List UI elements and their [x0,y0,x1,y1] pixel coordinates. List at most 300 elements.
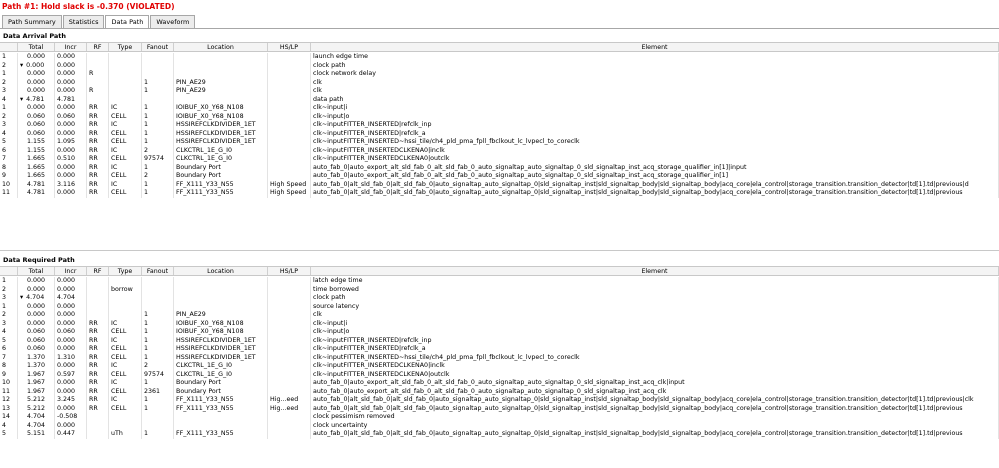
cell-total [18,286,55,295]
cell-type: IC [109,362,142,371]
cell-rf: RR [87,113,109,122]
row-index: 10 [0,379,18,388]
table-row[interactable] [0,79,999,88]
cell-hslp: High Speed [268,181,311,190]
table-row[interactable] [0,413,999,422]
total-value: 5.212 [27,404,46,412]
table-row[interactable] [0,53,999,62]
cell-hslp [268,121,311,130]
cell-hslp [268,345,311,354]
expand-chevron-icon[interactable]: ▾ [20,95,24,103]
row-index: 2 [0,286,18,295]
cell-incr: 0.000 [55,164,87,173]
cell-location: IOIBUF_X0_Y68_N108 [174,104,268,113]
cell-fanout: 1 [142,345,174,354]
cell-incr: 0.000 [55,303,87,312]
cell-location: HSSIREFCLKDIVIDER_1ET [174,138,268,147]
cell-location [174,277,268,286]
cell-rf: R [87,70,109,79]
row-index: 2 [0,62,18,71]
tab-statistics[interactable]: Statistics [63,15,105,28]
cell-incr: 0.060 [55,328,87,337]
cell-total [18,396,55,405]
cell-element: clk~inputFITTER_INSERTED~hssi_tile/ch4_pld_pma_fpll_fbclkout_lc_lvpecl_to_coreclk [311,354,999,363]
cell-rf [87,53,109,62]
cell-type: IC [109,164,142,173]
row-index: 6 [0,345,18,354]
cell-type: CELL [109,189,142,198]
table-row[interactable] [0,422,999,431]
column-header-incr[interactable]: Incr [55,267,87,275]
cell-location: CLKCTRL_1E_G_I0 [174,371,268,380]
cell-type: CELL [109,155,142,164]
cell-total [18,79,55,88]
cell-total [18,303,55,312]
total-value: 1.370 [27,362,46,369]
total-value: 0.000 [27,302,46,310]
cell-fanout [142,70,174,79]
cell-fanout: 1 [142,79,174,88]
cell-fanout: 1 [142,337,174,346]
row-index: 4 [0,422,18,431]
cell-hslp [268,422,311,431]
cell-fanout: 97574 [142,155,174,164]
table-row[interactable] [0,303,999,312]
row-index: 11 [0,388,18,397]
cell-total [18,371,55,380]
table-row[interactable] [0,311,999,320]
cell-hslp [268,320,311,329]
cell-location: CLKCTRL_1E_G_I0 [174,147,268,156]
total-value: 0.060 [27,112,46,120]
cell-incr: 0.000 [55,189,87,198]
cell-type [109,311,142,320]
cell-location: CLKCTRL_1E_G_I0 [174,362,268,371]
row-index: 5 [0,138,18,147]
cell-incr: 0.000 [55,130,87,139]
row-index: 2 [0,113,18,122]
cell-hslp [268,96,311,105]
cell-hslp [268,70,311,79]
total-value: 0.000 [27,70,46,77]
cell-rf: RR [87,337,109,346]
cell-element: clk~inputFITTER_INSERTEDCLKENA0|inclk [311,147,999,156]
cell-location: HSSIREFCLKDIVIDER_1ET [174,130,268,139]
cell-element: clk~inputFITTER_INSERTED~hssi_tile/ch4_pld_pma_fpll_fbclkout_lc_lvpecl_to_coreclk [311,138,999,147]
cell-element: auto_fab_0|auto_export_alt_sld_fab_0_alt_sld_fab_0_auto_signaltap_auto_signaltap_0_sld_signaltap_inst_acq_storage_qualifier_in[1] [311,172,999,181]
cell-fanout: 97574 [142,371,174,380]
total-value: 1.967 [27,379,46,386]
cell-element: clk~inputFITTER_INSERTED|refclk_a [311,345,999,354]
total-value: 0.000 [27,53,46,60]
cell-element: auto_fab_0|alt_sld_fab_0|alt_sld_fab_0|auto_signaltap_auto_signaltap_0|sld_signaltap_inst|sld_signaltap_body|sld_signaltap_body|acq_core|ela_control|storage_transition.transition_detector|td[1].td|previous [311,189,999,198]
table-row[interactable] [0,337,999,346]
cell-element: auto_fab_0|alt_sld_fab_0|alt_sld_fab_0|auto_signaltap_auto_signaltap_0|sld_signaltap_inst|sld_signaltap_body|sld_signaltap_body|acq_core|ela_control|storage_transition.transition_detector|td[1].td|previous|d [311,181,999,190]
cell-element: auto_fab_0|alt_sld_fab_0|alt_sld_fab_0|auto_signaltap_auto_signaltap_0|sld_signaltap_inst|sld_signaltap_body|sld_signaltap_body|acq_core|ela_control|storage_transition.transition_detector|td[1].td|previous|clk [311,396,999,405]
table-row[interactable] [0,70,999,79]
cell-hslp [268,155,311,164]
cell-total [18,70,55,79]
cell-location: FF_X111_Y33_N55 [174,181,268,190]
cell-type: CELL [109,113,142,122]
required-section-title: Data Required Path [3,256,75,264]
table-row[interactable] [0,104,999,113]
total-value: 0.000 [27,104,46,111]
cell-incr: 0.000 [55,62,87,71]
cell-total [18,294,55,303]
row-index: 7 [0,354,18,363]
cell-incr: 0.000 [55,362,87,371]
cell-location [174,286,268,295]
cell-total [18,87,55,96]
column-header-idx[interactable] [0,43,18,51]
cell-location: Boundary Port [174,172,268,181]
tab-bar [2,15,196,28]
table-row[interactable] [0,87,999,96]
cell-type: CELL [109,328,142,337]
total-value: 4.704 [27,421,46,429]
cell-hslp [268,354,311,363]
cell-type: CELL [109,405,142,414]
column-header-type[interactable]: Type [109,43,142,51]
total-value: 0.060 [27,336,46,344]
cell-fanout: 1 [142,164,174,173]
column-header-element[interactable]: Element [311,267,999,275]
cell-rf: RR [87,388,109,397]
cell-location: HSSIREFCLKDIVIDER_1ET [174,121,268,130]
cell-incr: 0.000 [55,172,87,181]
cell-total [18,311,55,320]
path-title: Path #1: Hold slack is -0.370 (VIOLATED) [2,2,175,11]
column-header-hslp[interactable]: HS/LP [268,267,311,275]
cell-rf [87,294,109,303]
cell-incr: 0.000 [55,422,87,431]
cell-type: CELL [109,138,142,147]
table-row[interactable] [0,371,999,380]
column-header-fanout[interactable]: Fanout [142,267,174,275]
cell-type [109,294,142,303]
cell-hslp: Hig...eed [268,396,311,405]
cell-element: clk [311,311,999,320]
cell-rf [87,286,109,295]
cell-incr: 0.597 [55,371,87,380]
cell-total [18,430,55,439]
total-value: 4.704 [27,413,46,420]
column-header-location[interactable]: Location [174,267,268,275]
cell-location: IOIBUF_X0_Y68_N108 [174,113,268,122]
cell-fanout: 1 [142,104,174,113]
cell-hslp [268,303,311,312]
table-row[interactable] [0,189,999,198]
cell-type [109,87,142,96]
total-value: 4.781 [27,180,46,188]
cell-location [174,422,268,431]
cell-incr: 0.000 [55,345,87,354]
cell-location [174,294,268,303]
cell-hslp [268,286,311,295]
cell-type: CELL [109,371,142,380]
cell-rf: RR [87,362,109,371]
total-value: 0.060 [27,129,46,137]
cell-type: CELL [109,172,142,181]
table-row[interactable] [0,62,999,71]
row-index: 6 [0,147,18,156]
cell-incr: 0.000 [55,405,87,414]
cell-hslp [268,371,311,380]
cell-hslp [268,388,311,397]
row-index: 4 [0,96,18,105]
row-index: 12 [0,396,18,405]
cell-element: data path [311,96,999,105]
table-row[interactable] [0,155,999,164]
cell-location [174,53,268,62]
row-index: 1 [0,53,18,62]
cell-type [109,79,142,88]
cell-fanout: 2 [142,172,174,181]
cell-element: clk~inputFITTER_INSERTED|refclk_inp [311,121,999,130]
cell-element: clock uncertainty [311,422,999,431]
cell-hslp [268,147,311,156]
row-index: 14 [0,413,18,422]
expand-chevron-icon[interactable]: ▾ [20,61,24,69]
table-row[interactable] [0,396,999,405]
cell-element: clk~inputFITTER_INSERTEDCLKENA0|outclk [311,155,999,164]
cell-element: source latency [311,303,999,312]
cell-fanout: 2 [142,147,174,156]
cell-hslp: High Speed [268,189,311,198]
cell-incr: 0.000 [55,337,87,346]
cell-fanout: 1 [142,189,174,198]
cell-fanout: 1 [142,113,174,122]
row-index: 1 [0,303,18,312]
cell-hslp [268,379,311,388]
cell-location: PIN_AE29 [174,87,268,96]
table-row[interactable] [0,121,999,130]
cell-location: IOIBUF_X0_Y68_N108 [174,328,268,337]
column-header-fanout[interactable]: Fanout [142,43,174,51]
expand-chevron-icon[interactable]: ▾ [20,294,24,301]
cell-type: CELL [109,345,142,354]
cell-fanout: 1 [142,379,174,388]
table-row[interactable] [0,354,999,363]
cell-element: auto_fab_0|auto_export_alt_sld_fab_0_alt_sld_fab_0_auto_signaltap_auto_signaltap_0_sld_signaltap_inst_acq_storage_qualifier_in[1]|input [311,164,999,173]
cell-fanout: 1 [142,354,174,363]
cell-total [18,328,55,337]
cell-incr: 0.000 [55,79,87,88]
cell-total [18,277,55,286]
cell-location: Boundary Port [174,164,268,173]
cell-hslp [268,172,311,181]
cell-total [18,121,55,130]
table-row[interactable] [0,294,999,303]
table-row[interactable] [0,328,999,337]
cell-incr: -0.508 [55,413,87,422]
row-index: 11 [0,189,18,198]
cell-location [174,96,268,105]
column-header-hslp[interactable]: HS/LP [268,43,311,51]
cell-hslp [268,138,311,147]
row-index: 7 [0,155,18,164]
cell-total [18,164,55,173]
cell-element: clk~inputFITTER_INSERTED|refclk_a [311,130,999,139]
total-value: 0.000 [27,78,46,86]
cell-element: auto_fab_0|auto_export_alt_sld_fab_0_alt_sld_fab_0_auto_signaltap_auto_signaltap_0_sld_signaltap_inst_acq_clk|input [311,379,999,388]
column-header-incr[interactable]: Incr [55,43,87,51]
column-header-idx[interactable] [0,267,18,275]
cell-incr: 3.116 [55,181,87,190]
table-row[interactable] [0,147,999,156]
column-header-total[interactable]: Total [18,43,55,51]
cell-location: HSSIREFCLKDIVIDER_1ET [174,345,268,354]
total-value: 4.781 [27,189,46,196]
table-row[interactable] [0,113,999,122]
cell-total [18,337,55,346]
column-header-rf[interactable]: RF [87,43,109,51]
cell-total [18,388,55,397]
required-table-header [0,266,999,276]
total-value: 4.781 [26,95,45,103]
table-row[interactable] [0,96,999,105]
column-header-type[interactable]: Type [109,267,142,275]
row-index: 3 [0,320,18,329]
total-value: 0.000 [27,87,46,94]
table-row[interactable] [0,286,999,295]
cell-location [174,303,268,312]
table-row[interactable] [0,388,999,397]
cell-hslp [268,430,311,439]
cell-type: IC [109,181,142,190]
cell-element: auto_fab_0|auto_export_alt_sld_fab_0_alt_sld_fab_0_auto_signaltap_auto_signaltap_0_sld_signaltap_inst_acq_clk [311,388,999,397]
cell-fanout [142,96,174,105]
cell-rf: RR [87,371,109,380]
cell-incr: 0.000 [55,104,87,113]
total-value: 0.060 [27,345,46,352]
arrival-section-title: Data Arrival Path [3,32,67,40]
cell-element: auto_fab_0|alt_sld_fab_0|alt_sld_fab_0|auto_signaltap_auto_signaltap_0|sld_signaltap_inst|sld_signaltap_body|sld_signaltap_body|acq_core|ela_control|storage_transition.transition_detector|td[1].td|previous [311,430,999,439]
table-row[interactable] [0,362,999,371]
table-row[interactable] [0,138,999,147]
cell-fanout: 1 [142,87,174,96]
total-value: 5.212 [27,396,46,403]
table-row[interactable] [0,379,999,388]
table-row[interactable] [0,172,999,181]
total-value: 1.155 [27,146,46,154]
cell-element: clk~inputFITTER_INSERTEDCLKENA0|outclk [311,371,999,380]
cell-fanout [142,413,174,422]
cell-incr: 0.000 [55,379,87,388]
cell-incr: 0.000 [55,320,87,329]
total-value: 5.151 [27,430,46,437]
cell-fanout [142,62,174,71]
cell-total [18,53,55,62]
cell-location [174,413,268,422]
cell-rf: RR [87,379,109,388]
table-row[interactable] [0,277,999,286]
cell-fanout [142,286,174,295]
cell-element: clk~input|o [311,113,999,122]
table-row[interactable] [0,164,999,173]
tab-path-summary[interactable]: Path Summary [2,15,62,28]
cell-incr: 0.000 [55,286,87,295]
total-value: 0.000 [27,319,46,327]
cell-incr: 0.510 [55,155,87,164]
cell-total [18,422,55,431]
cell-total [18,138,55,147]
row-index: 10 [0,181,18,190]
cell-total [18,130,55,139]
tab-divider [0,28,999,29]
cell-total [18,405,55,414]
cell-incr: 4.704 [55,294,87,303]
cell-location: PIN_AE29 [174,311,268,320]
row-index: 4 [0,130,18,139]
column-header-rf[interactable]: RF [87,267,109,275]
cell-rf: RR [87,354,109,363]
cell-rf: RR [87,328,109,337]
cell-type: CELL [109,354,142,363]
cell-fanout: 1 [142,121,174,130]
cell-type: CELL [109,388,142,397]
total-value: 1.155 [27,138,46,145]
cell-element: latch edge time [311,277,999,286]
table-row[interactable] [0,130,999,139]
cell-rf: RR [87,396,109,405]
cell-rf [87,430,109,439]
column-header-location[interactable]: Location [174,43,268,51]
cell-total [18,155,55,164]
table-row[interactable] [0,345,999,354]
cell-hslp [268,79,311,88]
cell-element: time borrowed [311,286,999,295]
table-row[interactable] [0,181,999,190]
cell-incr: 0.000 [55,147,87,156]
cell-incr: 3.245 [55,396,87,405]
tab-waveform[interactable]: Waveform [150,15,195,28]
column-header-element[interactable]: Element [311,43,999,51]
cell-total [18,379,55,388]
cell-hslp [268,362,311,371]
cell-type [109,422,142,431]
cell-hslp: Hig...eed [268,405,311,414]
cell-incr: 1.310 [55,354,87,363]
cell-type: IC [109,121,142,130]
table-row[interactable] [0,320,999,329]
table-row[interactable] [0,430,999,439]
cell-location [174,62,268,71]
cell-rf: RR [87,121,109,130]
total-value: 0.000 [27,311,46,318]
cell-type: IC [109,379,142,388]
cell-fanout: 1 [142,396,174,405]
cell-rf [87,62,109,71]
column-header-total[interactable]: Total [18,267,55,275]
cell-location: Boundary Port [174,379,268,388]
table-row[interactable] [0,405,999,414]
cell-rf [87,422,109,431]
cell-element: clock network delay [311,70,999,79]
tab-data-path[interactable]: Data Path [105,15,149,29]
cell-fanout: 1 [142,130,174,139]
cell-type: uTh [109,430,142,439]
cell-rf: RR [87,130,109,139]
cell-hslp [268,277,311,286]
total-value: 0.060 [27,121,46,128]
cell-incr: 0.447 [55,430,87,439]
cell-incr: 0.000 [55,87,87,96]
cell-fanout [142,53,174,62]
cell-location: CLKCTRL_1E_G_I0 [174,155,268,164]
cell-total [18,189,55,198]
